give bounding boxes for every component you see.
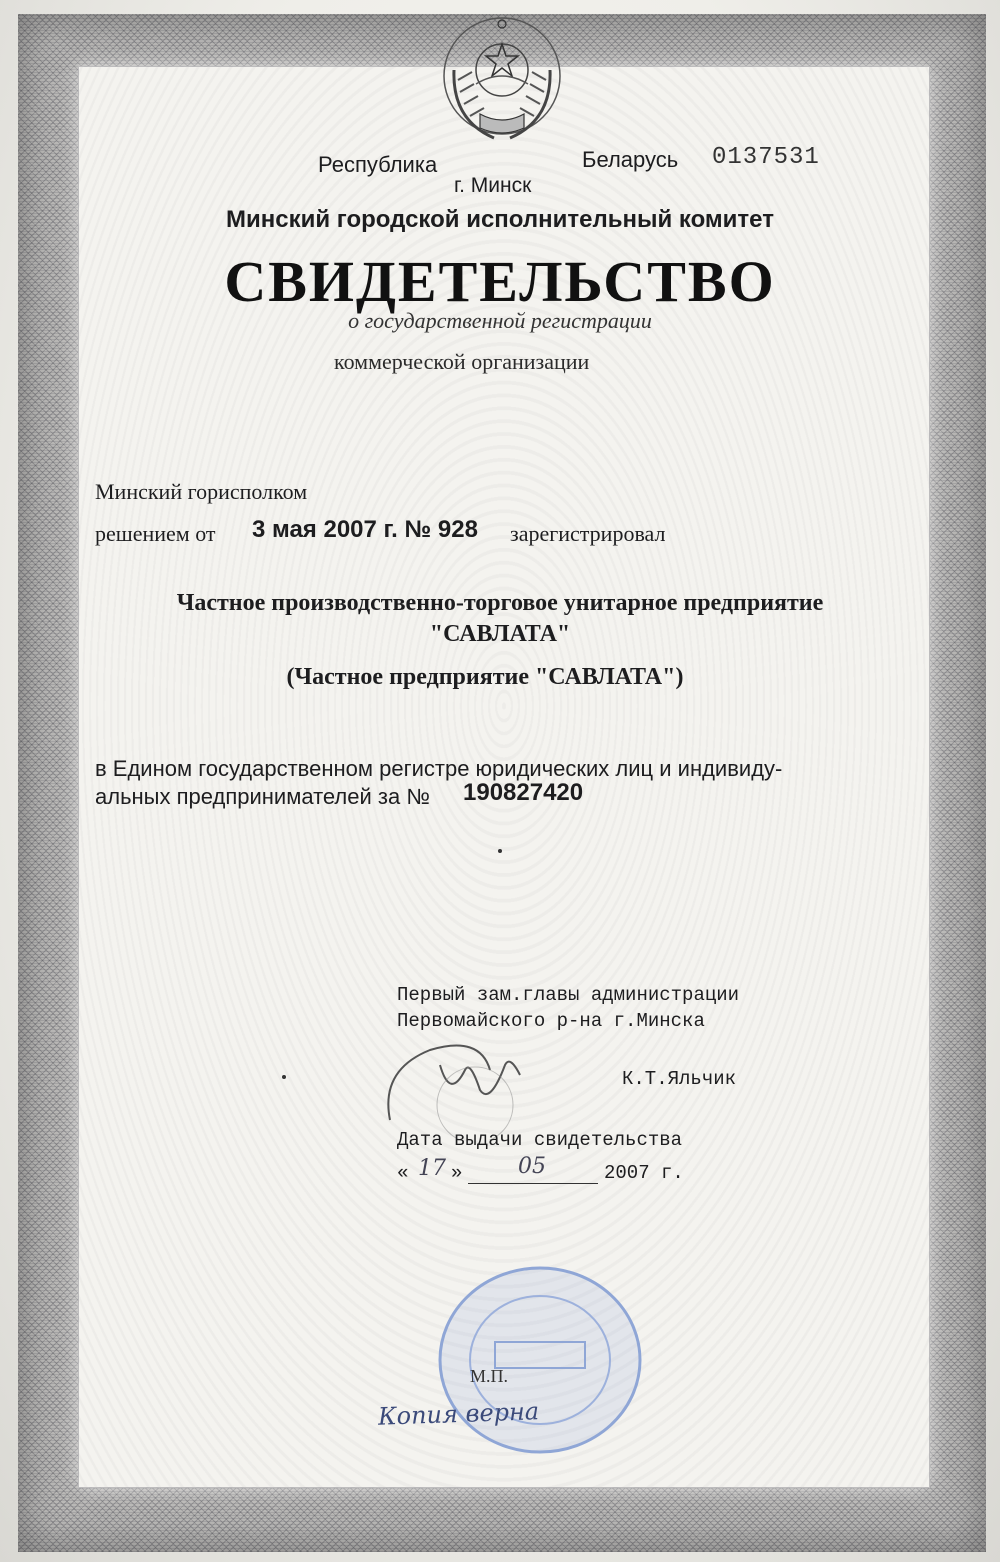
city-label: г. Минск [454,174,532,197]
organization-type: коммерческой организации [334,349,590,374]
country-label: Беларусь [582,147,679,172]
issuer-name: Минский городской исполнительный комитет [226,206,774,233]
signer-position-line1: Первый зам.главы администрации [397,984,740,1006]
register-text-line1: в Едином государственном регистре юридических лиц и индивиду- [95,756,783,781]
stray-dot [498,849,502,853]
stamp-place-label: М.П. [470,1366,509,1386]
official-seal-icon [430,1260,650,1460]
stray-dot [282,1075,286,1079]
register-text-line2: альных предпринимателей за № [95,784,430,809]
decision-date-number: 3 мая 2007 г. № 928 [252,516,478,543]
issue-date-quote-close: » [451,1162,463,1184]
serial-number: 0137531 [712,144,820,171]
register-number: 190827420 [463,779,584,806]
signature-scribble [370,1030,580,1140]
document-title: СВИДЕТЕЛЬСТВО [224,249,776,314]
signer-name: К.Т.Яльчик [622,1068,737,1090]
signer-position-line2: Первомайского р-на г.Минска [397,1010,705,1032]
issue-year: 2007 г. [604,1162,684,1184]
decision-prefix: решением от [95,521,216,546]
company-name-quoted: "САВЛАТА" [429,621,571,647]
document-subtitle: о государственной регистрации [348,308,652,333]
state-emblem-icon [432,10,572,150]
issue-date-quote-open: « [397,1162,409,1184]
decision-suffix: зарегистрировал [510,521,666,546]
republic-label: Республика [318,152,438,177]
company-short-name: (Частное предприятие "САВЛАТА") [286,664,684,690]
copy-certified-note: Копия верна [377,1397,540,1431]
issue-date-underline [468,1183,598,1184]
issue-date-label: Дата выдачи свидетельства [397,1129,683,1151]
company-full-name: Частное производственно-торговое унитарное предприятие [176,590,824,616]
issue-day: 17 [418,1156,446,1181]
registering-authority: Минский горисполком [95,479,308,504]
issue-month: 05 [518,1154,546,1179]
